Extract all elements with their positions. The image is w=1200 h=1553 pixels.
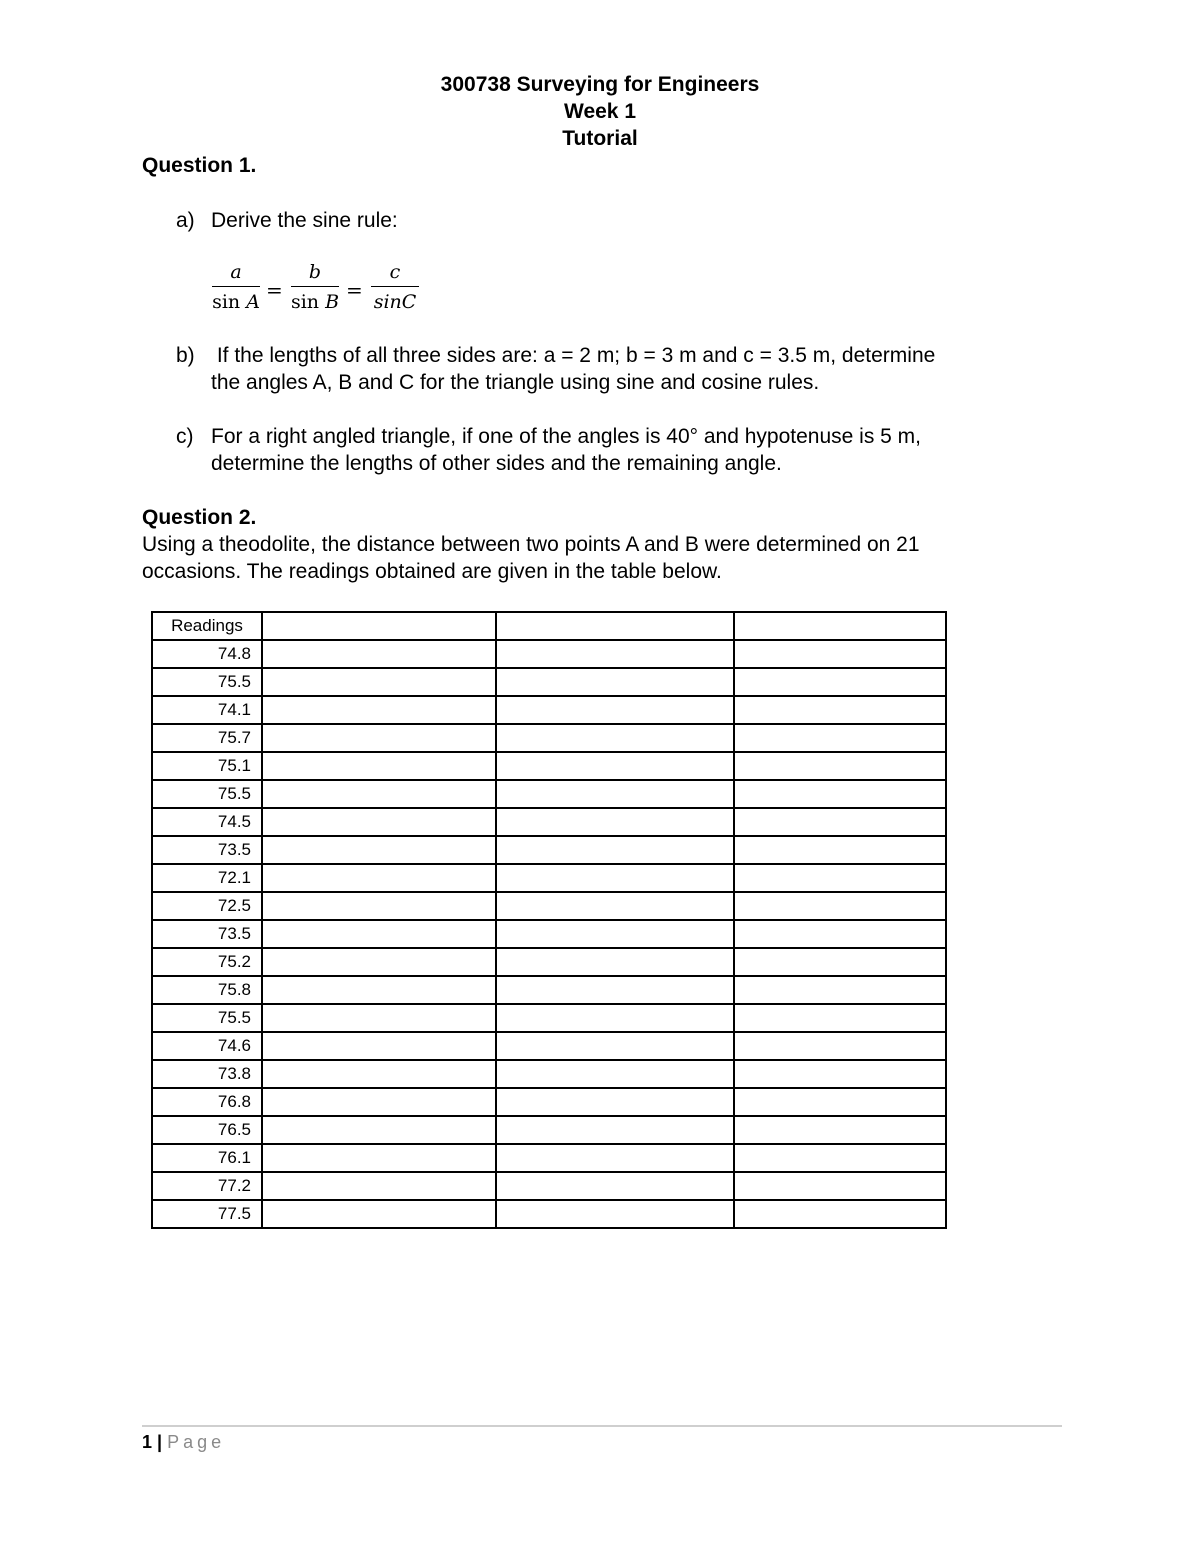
empty-cell (496, 892, 734, 920)
empty-cell (496, 1116, 734, 1144)
empty-cell (734, 864, 946, 892)
empty-cell (496, 864, 734, 892)
empty-cell (496, 696, 734, 724)
empty-cell (496, 836, 734, 864)
footer-separator: | (157, 1432, 163, 1452)
empty-cell (734, 1032, 946, 1060)
q1c-label: c) (176, 425, 194, 448)
q1b-line-2: the angles A, B and C for the triangle using sine and cosine rules. (211, 371, 820, 394)
q1c-line-2: determine the lengths of other sides and the remaining angle. (211, 452, 782, 475)
page-number: 1 (142, 1432, 153, 1452)
empty-cell (734, 808, 946, 836)
empty-cell (734, 1200, 946, 1228)
empty-cell (262, 696, 496, 724)
reading-value: 75.5 (152, 1004, 262, 1032)
numerator-c: c (389, 261, 401, 283)
empty-cell (496, 780, 734, 808)
reading-value: 73.5 (152, 836, 262, 864)
empty-cell (262, 1116, 496, 1144)
table-row (152, 1004, 946, 1032)
q2-line-1: Using a theodolite, the distance between two points A and B were determined on 21 (142, 533, 920, 556)
empty-cell (262, 668, 496, 696)
empty-cell (496, 752, 734, 780)
table-row (152, 696, 946, 724)
table-row (152, 1200, 946, 1228)
empty-cell (496, 1144, 734, 1172)
equals-sign: = (266, 278, 283, 302)
reading-value: 72.5 (152, 892, 262, 920)
empty-cell (734, 696, 946, 724)
q1c-line-1: For a right angled triangle, if one of the angles is 40° and hypotenuse is 5 m, (211, 425, 922, 448)
equals-sign: = (346, 278, 363, 302)
empty-cell (496, 668, 734, 696)
reading-value: 73.8 (152, 1060, 262, 1088)
reading-value: 74.5 (152, 808, 262, 836)
table-row (152, 864, 946, 892)
reading-value: 76.8 (152, 1088, 262, 1116)
empty-cell (734, 920, 946, 948)
empty-cell (734, 668, 946, 696)
numerator-b: b (308, 261, 322, 283)
q1b-line-1: If the lengths of all three sides are: a = 2 m; b = 3 m and c = 3.5 m, determine (211, 344, 936, 367)
reading-value: 75.1 (152, 752, 262, 780)
reading-value: 75.2 (152, 948, 262, 976)
table-row (152, 640, 946, 668)
empty-cell (734, 948, 946, 976)
table-row (152, 948, 946, 976)
empty-cell (262, 640, 496, 668)
empty-cell (262, 1144, 496, 1172)
empty-cell (734, 612, 946, 640)
table-row (152, 752, 946, 780)
empty-cell (734, 892, 946, 920)
empty-cell (262, 1200, 496, 1228)
question-2-title: Question 2. (142, 506, 257, 529)
empty-cell (262, 976, 496, 1004)
table-row (152, 920, 946, 948)
empty-cell (262, 864, 496, 892)
empty-cell (734, 640, 946, 668)
empty-cell (262, 1172, 496, 1200)
reading-value: 74.6 (152, 1032, 262, 1060)
page-word: Page (167, 1432, 226, 1452)
empty-cell (496, 1060, 734, 1088)
footer-divider (142, 1425, 1062, 1427)
q1a-text: Derive the sine rule: (211, 209, 398, 232)
empty-cell (734, 976, 946, 1004)
empty-cell (496, 948, 734, 976)
fraction-c (369, 258, 421, 317)
empty-cell (262, 612, 496, 640)
empty-cell (496, 920, 734, 948)
reading-value: 77.2 (152, 1172, 262, 1200)
empty-cell (734, 836, 946, 864)
table-row (152, 724, 946, 752)
empty-cell (262, 752, 496, 780)
tutorial-label: Tutorial (562, 127, 638, 150)
empty-cell (496, 1032, 734, 1060)
empty-cell (262, 1004, 496, 1032)
table-row (152, 976, 946, 1004)
readings-table (151, 611, 947, 1229)
table-row (152, 836, 946, 864)
denominator-c: sinC (373, 291, 417, 313)
week-label: Week 1 (564, 100, 636, 123)
reading-value: 74.8 (152, 640, 262, 668)
empty-cell (262, 1032, 496, 1060)
empty-cell (262, 1060, 496, 1088)
denominator-b: sin B (290, 291, 340, 313)
fraction-b (289, 258, 341, 317)
q1a-label: a) (176, 209, 195, 232)
empty-cell (734, 1088, 946, 1116)
reading-value: 76.5 (152, 1116, 262, 1144)
reading-value: 75.5 (152, 780, 262, 808)
table-row (152, 892, 946, 920)
table-row (152, 1116, 946, 1144)
question-1-title: Question 1. (142, 154, 257, 177)
document-title: 300738 Surveying for Engineers (440, 73, 760, 96)
empty-cell (496, 1088, 734, 1116)
denominator-a: sin A (212, 291, 260, 313)
empty-cell (496, 612, 734, 640)
empty-cell (734, 780, 946, 808)
empty-cell (496, 1004, 734, 1032)
readings-header: Readings (152, 612, 262, 640)
table-row (152, 668, 946, 696)
empty-cell (496, 976, 734, 1004)
q2-line-2: occasions. The readings obtained are given in the table below. (142, 560, 722, 583)
empty-cell (496, 808, 734, 836)
empty-cell (734, 752, 946, 780)
empty-cell (262, 920, 496, 948)
table-row (152, 1144, 946, 1172)
reading-value: 74.1 (152, 696, 262, 724)
table-row (152, 780, 946, 808)
table-row (152, 808, 946, 836)
empty-cell (734, 724, 946, 752)
q1b-label: b) (176, 344, 195, 367)
empty-cell (262, 1088, 496, 1116)
empty-cell (734, 1060, 946, 1088)
reading-value: 72.1 (152, 864, 262, 892)
reading-value: 76.1 (152, 1144, 262, 1172)
empty-cell (734, 1116, 946, 1144)
empty-cell (734, 1144, 946, 1172)
empty-cell (496, 1200, 734, 1228)
empty-cell (262, 948, 496, 976)
empty-cell (496, 1172, 734, 1200)
reading-value: 75.7 (152, 724, 262, 752)
table-header-row (152, 612, 946, 640)
empty-cell (734, 1172, 946, 1200)
reading-value: 75.8 (152, 976, 262, 1004)
empty-cell (496, 724, 734, 752)
empty-cell (262, 808, 496, 836)
reading-value: 77.5 (152, 1200, 262, 1228)
page-footer (142, 1432, 225, 1453)
empty-cell (262, 724, 496, 752)
empty-cell (262, 780, 496, 808)
fraction-a (210, 258, 262, 317)
table-row (152, 1060, 946, 1088)
empty-cell (262, 892, 496, 920)
reading-value: 73.5 (152, 920, 262, 948)
empty-cell (734, 1004, 946, 1032)
empty-cell (496, 640, 734, 668)
numerator-a: a (230, 261, 242, 283)
empty-cell (262, 836, 496, 864)
table-row (152, 1032, 946, 1060)
table-row (152, 1172, 946, 1200)
reading-value: 75.5 (152, 668, 262, 696)
table-row (152, 1088, 946, 1116)
